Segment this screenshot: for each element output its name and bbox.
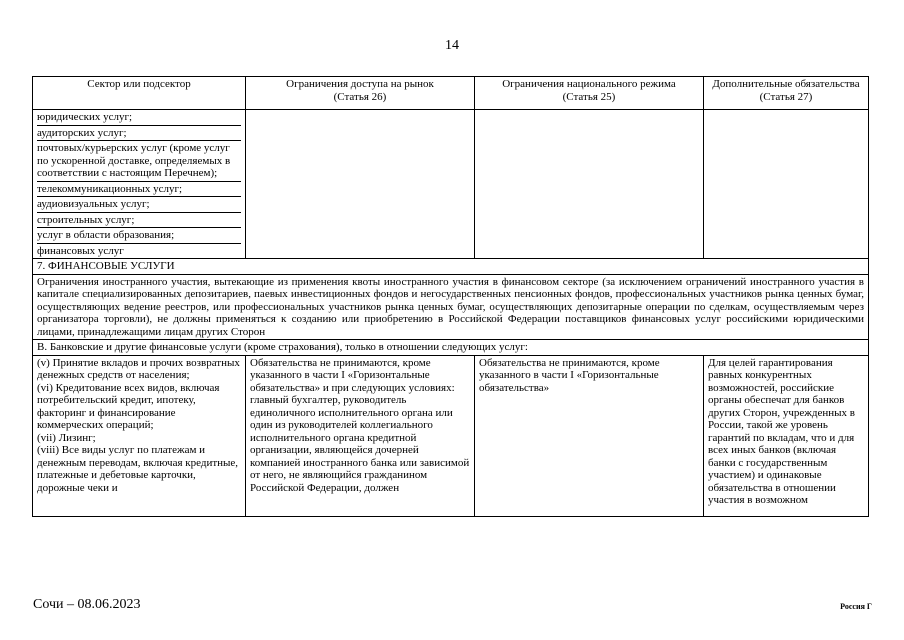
banking-sector-cell: (v) Принятие вкладов и прочих возвратных денежных средств от населения; (vi) Кредитование всех видов, включая потребительский кредит, ипотеку, факторинг и финансирование коммерческих операций; (vii) Лизинг; (viii) Все виды услуг по платежам и денежным переводам, включая кредитные, платежные и дебетовые карточки, дорожные чеки и xyxy=(33,355,246,516)
header-market-access-title: Ограничения доступа на рынок xyxy=(286,78,434,90)
section-b-title-row xyxy=(33,340,869,356)
header-national-treatment xyxy=(475,77,704,110)
list-item: аудиовизуальных услуг; xyxy=(37,197,241,213)
section-7-text: Ограничения иностранного участия, вытекающие из применения квоты иностранного участия в финансовом секторе (за исключением ограничений иностранного участия в капитале специализированных депозитариев, паевых инвестиционных фондов и негосударственных пенсионных фондов, профессиональных участников рынка ценных бумаг, осуществляющих ведение реестров, или профессиональных участников рынка ценных бумаг, осуществляющих депозитарные операции по сделкам, осуществляемым через организатора торговли), не должны применяться к созданию или приобретению в Российской Федерации поставщиков финансовых услуг российскими юридическими лицами, принадлежащими лицам других Сторон xyxy=(33,274,869,340)
section-7-text-row xyxy=(33,274,869,340)
empty-cell xyxy=(246,110,475,259)
table-header-row xyxy=(33,77,869,110)
list-item: услуг в области образования; xyxy=(37,228,241,244)
header-sector: Сектор или подсектор xyxy=(33,77,246,110)
header-market-access xyxy=(246,77,475,110)
page-number: 14 xyxy=(445,38,459,53)
header-national-treatment-title: Ограничения национального режима xyxy=(502,78,676,90)
list-item: юридических услуг; xyxy=(37,110,241,126)
footer-country-mark: Россия Г xyxy=(840,602,872,611)
list-item: строительных услуг; xyxy=(37,213,241,229)
section-b-title: B. Банковские и другие финансовые услуги (кроме страхования), только в отношении следующих услуг: xyxy=(33,340,869,356)
header-additional-commitments xyxy=(704,77,869,110)
header-national-treatment-article: (Статья 25) xyxy=(562,90,616,103)
empty-cell xyxy=(704,110,869,259)
list-item: аудиторских услуг; xyxy=(37,126,241,142)
continued-services-cell xyxy=(33,110,246,259)
continued-services-row xyxy=(33,110,869,259)
banking-services-row xyxy=(33,355,869,516)
header-additional-commitments-article: (Статья 27) xyxy=(759,90,813,103)
list-item: почтовых/курьерских услуг (кроме услуг по ускоренной доставке, определяемых в соответствии с настоящим Перечнем); xyxy=(37,141,241,182)
banking-market-access-cell: Обязательства не принимаются, кроме указанного в части I «Горизонтальные обязательства» и при следующих условиях: главный бухгалтер, руководитель единоличного исполнительного органа или один из руководителей коллегиального исполнительного органа кредитной организации, являющейся дочерней компанией иностранного банка или зависимой от него, не являющийся гражданином Российской Федерации, должен xyxy=(246,355,475,516)
commitments-table xyxy=(32,76,869,517)
section-7-title-row xyxy=(33,259,869,275)
list-item: телекоммуникационных услуг; xyxy=(37,182,241,198)
section-7-title: 7. ФИНАНСОВЫЕ УСЛУГИ xyxy=(33,259,869,275)
banking-additional-commitments-cell: Для целей гарантирования равных конкурентных возможностей, российские органы обеспечат для банков других Сторон, учрежденных в России, такой же уровень гарантий по вкладам, что и для всех иных банков (включая банки с государственным участием) и одинаковые обязательства в отношении участия в возможном xyxy=(704,355,869,516)
empty-cell xyxy=(475,110,704,259)
footer-place-date: Сочи – 08.06.2023 xyxy=(33,597,141,612)
header-market-access-article: (Статья 26) xyxy=(333,90,387,103)
header-additional-commitments-title: Дополнительные обязательства xyxy=(712,78,860,90)
banking-national-treatment-cell: Обязательства не принимаются, кроме указанного в части I «Горизонтальные обязательства» xyxy=(475,355,704,516)
list-item: финансовых услуг xyxy=(37,244,124,257)
